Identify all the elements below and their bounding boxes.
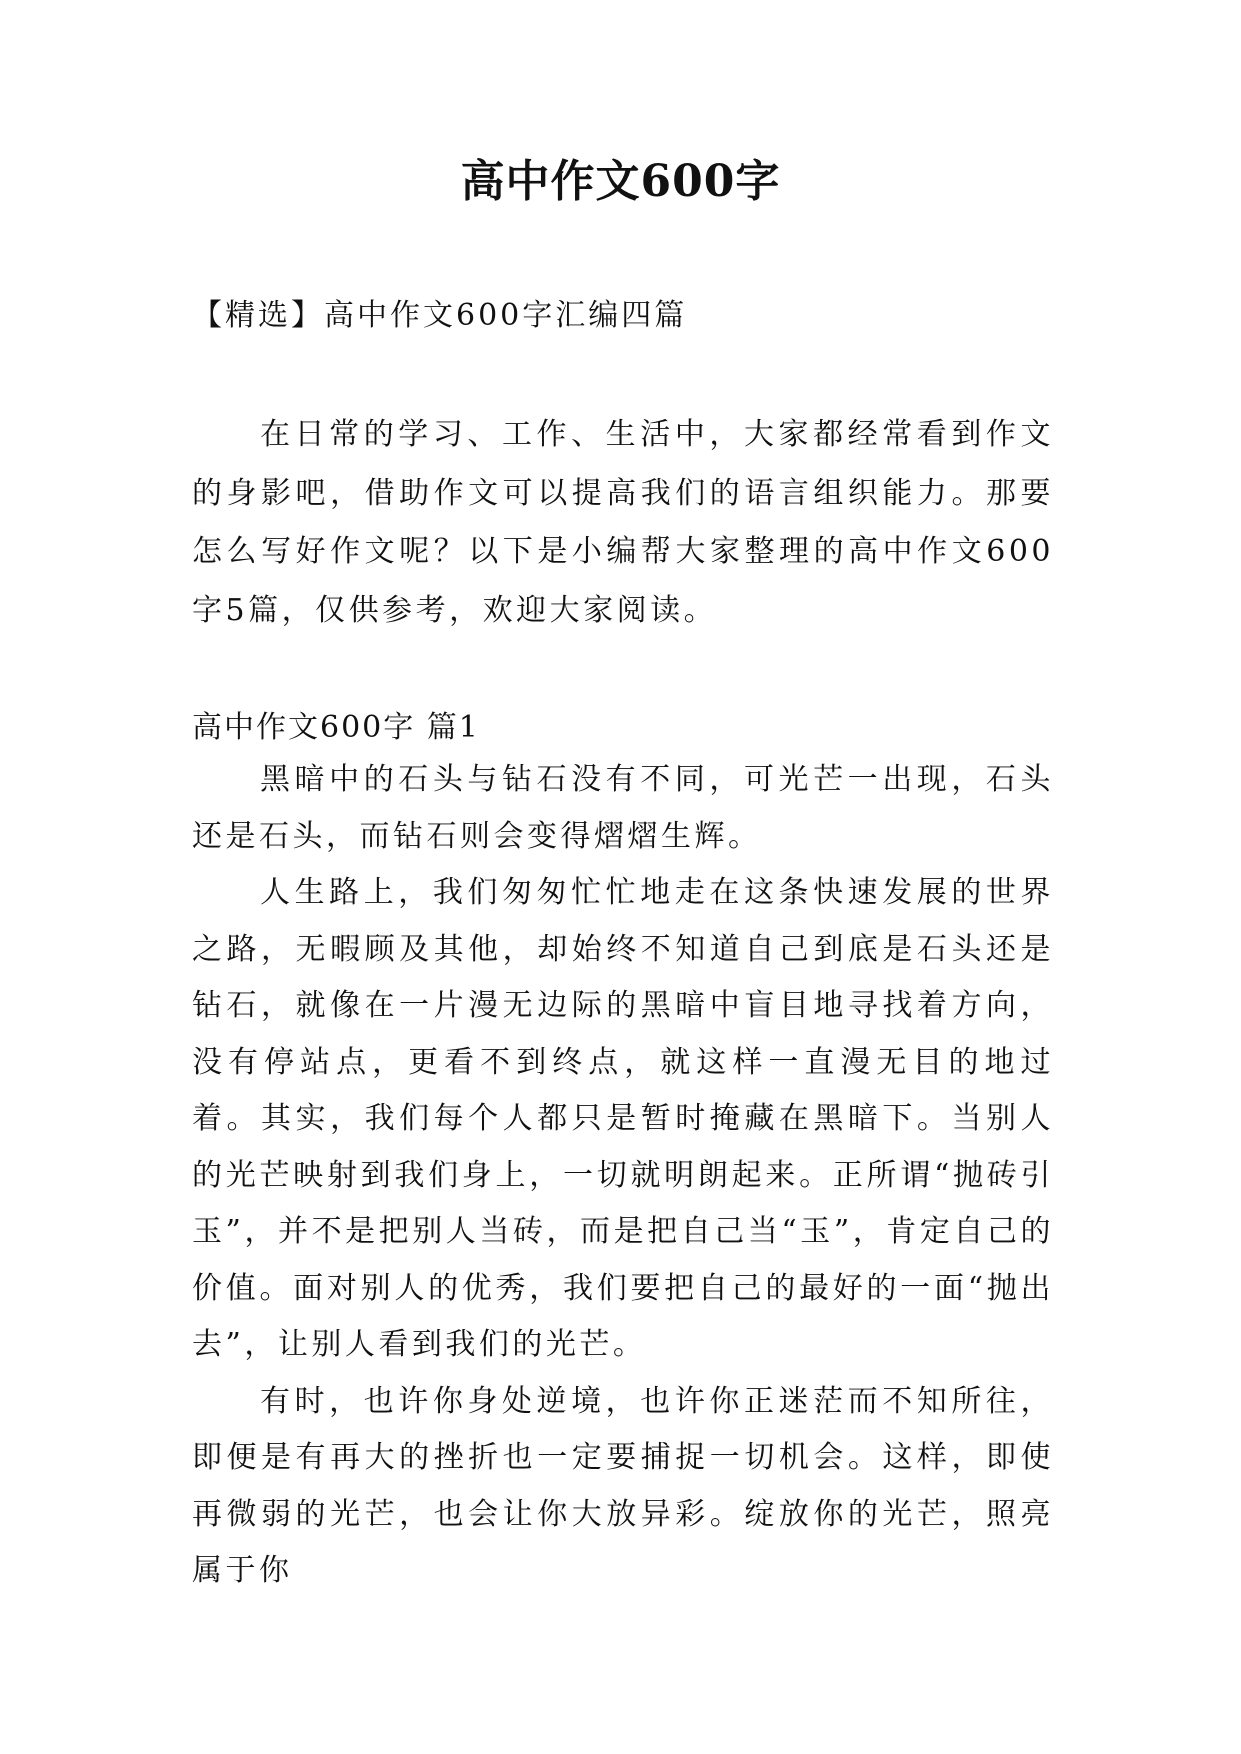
body-paragraph: 黑暗中的石头与钻石没有不同，可光芒一出现，石头还是石头，而钻石则会变得熠熠生辉。 bbox=[192, 762, 1054, 854]
section-heading: 高中作文600字 篇1 bbox=[192, 710, 480, 745]
intro-paragraph: 在日常的学习、工作、生活中，大家都经常看到作文的身影吧，借助作文可以提高我们的语言组织能力。那要怎么写好作文呢？以下是小编帮大家整理的高中作文600字5篇，仅供参考，欢迎大家阅读。 bbox=[192, 417, 1054, 628]
document-subtitle: 【精选】高中作文600字汇编四篇 bbox=[192, 298, 688, 333]
body-paragraph: 有时，也许你身处逆境，也许你正迷茫而不知所往，即便是有再大的挫折也一定要捕捉一切机会。这样，即使再微弱的光芒，也会让你大放异彩。绽放你的光芒，照亮属于你 bbox=[192, 1383, 1054, 1588]
body-paragraph: 人生路上，我们匆匆忙忙地走在这条快速发展的世界之路，无暇顾及其他，却始终不知道自己到底是石头还是钻石，就像在一片漫无边际的黑暗中盲目地寻找着方向，没有停站点，更看不到终点，就这样一直漫无目的地过着。其实，我们每个人都只是暂时掩藏在黑暗下。当别人的光芒映射到我们身上，一切就明朗起来。正所谓“抛砖引玉”，并不是把别人当砖，而是把自己当“玉”，肯定自己的价值。面对别人的优秀，我们要把自己的最好的一面“抛出去”，让别人看到我们的光芒。 bbox=[192, 875, 1054, 1362]
section-body bbox=[192, 752, 1054, 1600]
document-title: 高中作文600字 bbox=[460, 156, 781, 207]
